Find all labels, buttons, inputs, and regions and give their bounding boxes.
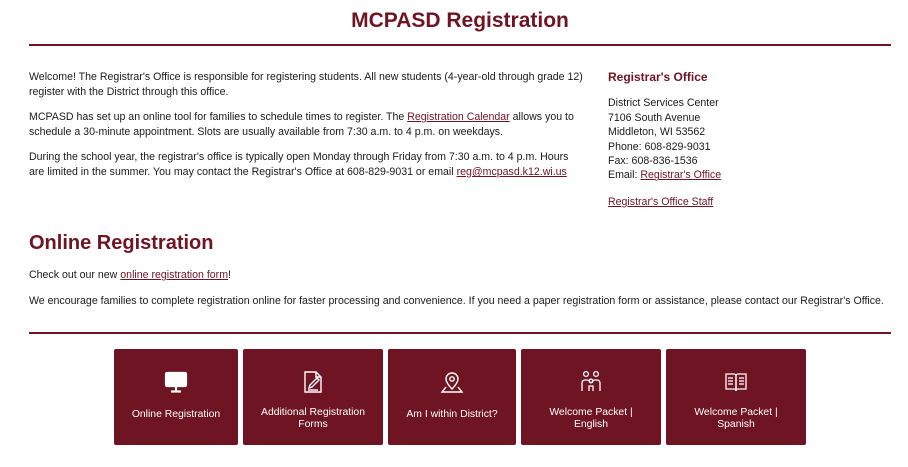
- intro-paragraph-calendar: [29, 110, 584, 139]
- tile-label: Additional Registration Forms: [261, 407, 365, 430]
- office-staff-link[interactable]: Registrar's Office Staff: [608, 195, 714, 208]
- calendar-text-after: allows you to schedule a 30-minute appointment. Slots are usually available from 7:30 a.m. to 4 p.m. on weekdays.: [29, 111, 574, 138]
- online-registration-heading: Online Registration: [29, 232, 214, 254]
- tile-additional-forms[interactable]: [243, 349, 383, 445]
- office-address-3: Middleton, WI 53562: [608, 126, 706, 139]
- page-title: MCPASD Registration: [351, 9, 569, 32]
- tile-welcome-packet-english[interactable]: [521, 349, 661, 445]
- document-edit-icon: [300, 369, 326, 395]
- office-phone: Phone: 608-829-9031: [608, 140, 711, 153]
- office-heading: Registrar's Office: [608, 70, 708, 84]
- intro-paragraph-hours: [29, 150, 584, 179]
- office-email-link[interactable]: Registrar's Office: [640, 169, 722, 182]
- online-form-line: [29, 269, 231, 281]
- email-label: Email:: [608, 169, 641, 182]
- office-address-1: District Services Center: [608, 97, 719, 110]
- quick-links-tiles: [0, 349, 908, 445]
- map-pin-icon: [439, 369, 465, 395]
- office-address-2: 7106 South Avenue: [608, 111, 701, 124]
- tile-welcome-packet-spanish[interactable]: [666, 349, 806, 445]
- registrar-email-link[interactable]: reg@mcpasd.k12.wi.us: [456, 165, 567, 178]
- office-fax: Fax: 608-836-1536: [608, 155, 698, 168]
- encourage-text: We encourage families to complete registration online for faster processing and convenience. If you need a paper registration form or assistance, please contact our Registrar's Office.: [29, 295, 884, 307]
- tile-online-registration[interactable]: [114, 349, 238, 445]
- hours-text: During the school year, the registrar's office is typically open Monday through Friday from 7:30 a.m. to 4 p.m. Hours are limited in the summer. You may contact the Registrar's Office at 608-829-9031 or email: [29, 151, 569, 178]
- section-divider: [29, 332, 891, 334]
- tile-within-district[interactable]: [388, 349, 516, 445]
- online-registration-form-link[interactable]: online registration form: [120, 269, 229, 281]
- intro-paragraph-welcome: Welcome! The Registrar's Office is responsible for registering students. All new students (4-year-old through grade 12) register with the District through this office.: [29, 71, 583, 98]
- check-text: Check out our new: [29, 269, 121, 281]
- check-exclaim: !: [228, 269, 231, 281]
- tile-label: Welcome Packet | English: [549, 407, 633, 430]
- calendar-text-before: MCPASD has set up an online tool for families to schedule times to register. The: [29, 111, 408, 124]
- registrar-office-sidebar: [608, 70, 888, 209]
- office-email: [608, 168, 888, 182]
- tile-label: Online Registration: [131, 409, 221, 420]
- open-book-icon: [723, 369, 749, 395]
- intro-section: [29, 70, 584, 191]
- header-divider: [29, 44, 891, 46]
- monitor-icon: [163, 369, 189, 395]
- family-icon: [578, 369, 604, 395]
- registration-calendar-link[interactable]: Registration Calendar: [407, 111, 510, 124]
- tile-label: Welcome Packet | Spanish: [694, 407, 778, 430]
- tile-label: Am I within District?: [406, 409, 498, 420]
